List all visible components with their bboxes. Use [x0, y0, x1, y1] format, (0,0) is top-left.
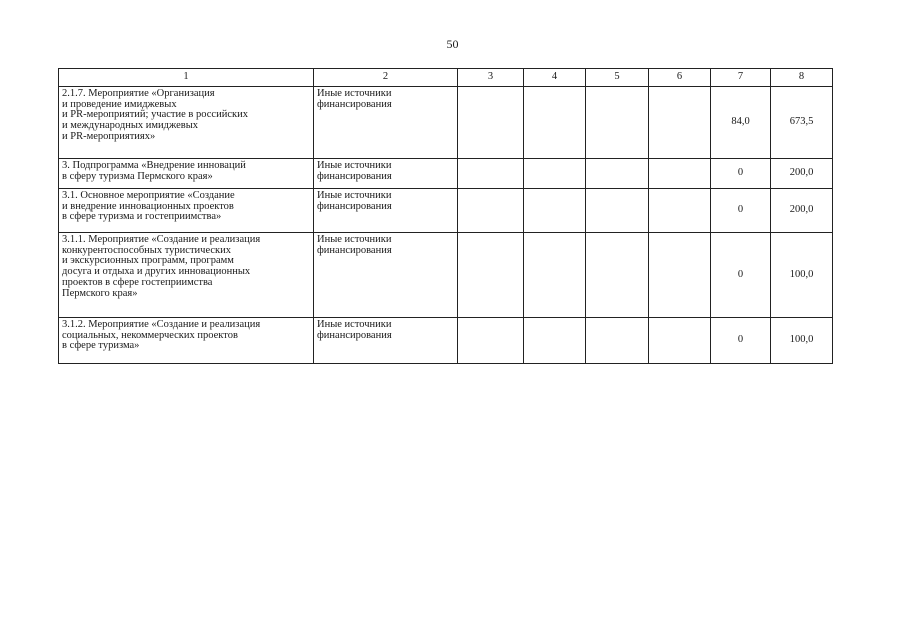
funding-table — [58, 68, 833, 364]
value-cell-7: 84,0 — [711, 87, 771, 159]
funding-source-cell: Иные источники финансирования — [314, 318, 458, 364]
column-header-3: 3 — [458, 69, 524, 87]
value-cell-4 — [524, 87, 586, 159]
value-cell-8: 100,0 — [771, 233, 833, 318]
value-cell-5 — [586, 189, 649, 233]
value-cell-4 — [524, 159, 586, 189]
header-row — [59, 69, 833, 87]
value-cell-4 — [524, 233, 586, 318]
value-cell-3 — [458, 159, 524, 189]
column-header-1: 1 — [59, 69, 314, 87]
value-cell-6 — [649, 233, 711, 318]
column-header-7: 7 — [711, 69, 771, 87]
funding-source-cell: Иные источники финансирования — [314, 159, 458, 189]
value-cell-3 — [458, 87, 524, 159]
measure-name-cell: 3. Подпрограмма «Внедрение инноваций в сферу туризма Пермского края» — [59, 159, 314, 189]
table-row — [59, 189, 833, 233]
funding-source-cell: Иные источники финансирования — [314, 87, 458, 159]
value-cell-5 — [586, 159, 649, 189]
funding-source-cell: Иные источники финансирования — [314, 189, 458, 233]
table-header — [59, 69, 833, 87]
value-cell-3 — [458, 189, 524, 233]
column-header-6: 6 — [649, 69, 711, 87]
value-cell-4 — [524, 189, 586, 233]
value-cell-7: 0 — [711, 233, 771, 318]
column-header-5: 5 — [586, 69, 649, 87]
column-header-2: 2 — [314, 69, 458, 87]
value-cell-6 — [649, 318, 711, 364]
value-cell-7: 0 — [711, 159, 771, 189]
value-cell-3 — [458, 318, 524, 364]
value-cell-8: 200,0 — [771, 189, 833, 233]
measure-name-cell: 2.1.7. Мероприятие «Организация и проведение имиджевых и PR-мероприятий; участие в российских и международных имиджевых и PR-мероприятиях» — [59, 87, 314, 159]
table-row — [59, 318, 833, 364]
value-cell-8: 200,0 — [771, 159, 833, 189]
value-cell-7: 0 — [711, 189, 771, 233]
value-cell-8: 673,5 — [771, 87, 833, 159]
value-cell-3 — [458, 233, 524, 318]
measure-name-cell: 3.1.2. Мероприятие «Создание и реализация социальных, некоммерческих проектов в сфере туризма» — [59, 318, 314, 364]
page-number: 50 — [446, 37, 459, 51]
table-row — [59, 87, 833, 159]
value-cell-6 — [649, 189, 711, 233]
value-cell-4 — [524, 318, 586, 364]
measure-name-cell: 3.1.1. Мероприятие «Создание и реализация конкурентоспособных туристических и экскурсионных программ, программ досуга и отдыха и других инновационных проектов в сфере гостеприимства Пермского края» — [59, 233, 314, 318]
measure-name-cell: 3.1. Основное мероприятие «Создание и внедрение инновационных проектов в сфере туризма и гостеприимства» — [59, 189, 314, 233]
column-header-8: 8 — [771, 69, 833, 87]
value-cell-5 — [586, 318, 649, 364]
funding-source-cell: Иные источники финансирования — [314, 233, 458, 318]
column-header-4: 4 — [524, 69, 586, 87]
value-cell-6 — [649, 159, 711, 189]
value-cell-8: 100,0 — [771, 318, 833, 364]
table-row — [59, 233, 833, 318]
value-cell-5 — [586, 87, 649, 159]
value-cell-6 — [649, 87, 711, 159]
value-cell-5 — [586, 233, 649, 318]
table-row — [59, 159, 833, 189]
value-cell-7: 0 — [711, 318, 771, 364]
table-body — [59, 87, 833, 364]
